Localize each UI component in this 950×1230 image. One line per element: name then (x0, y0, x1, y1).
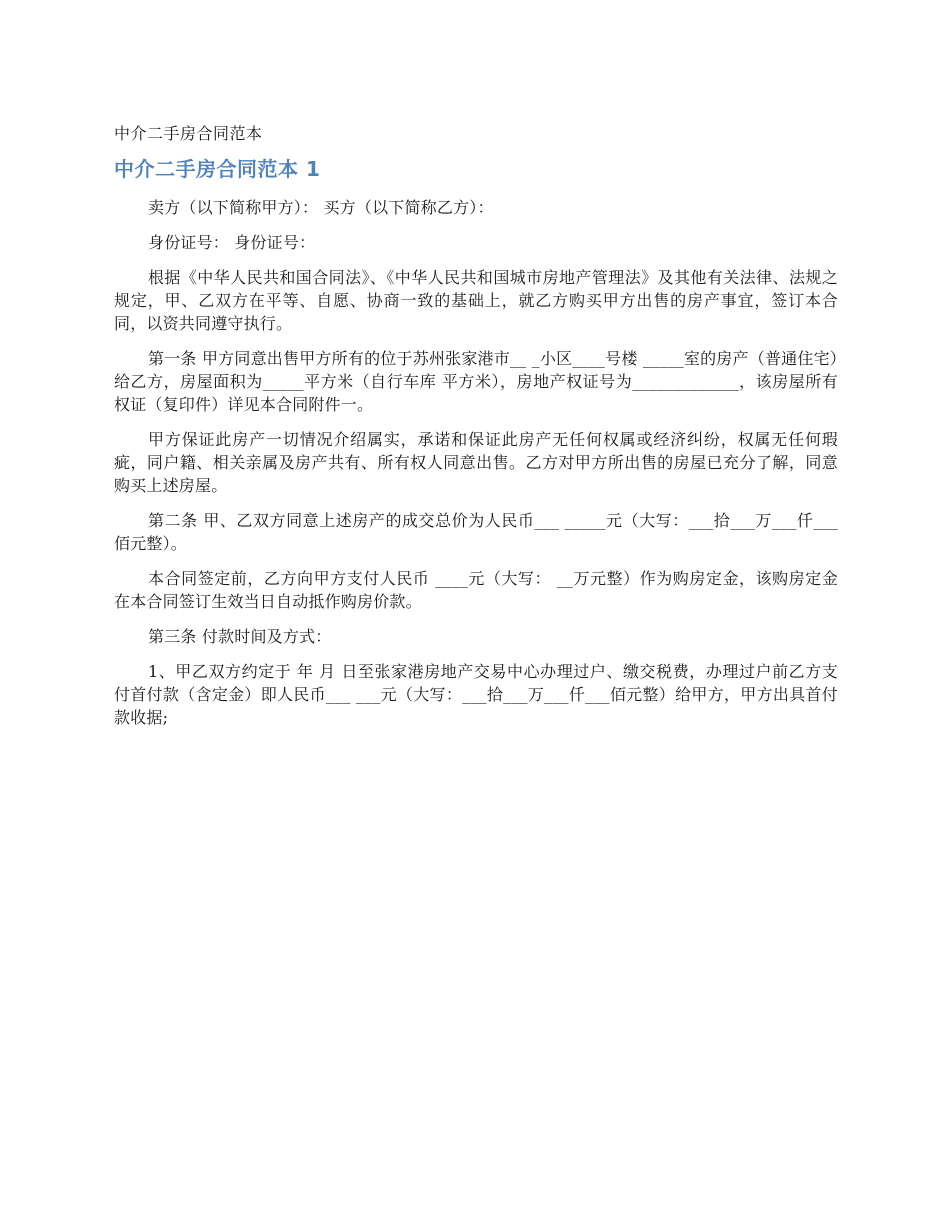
section-heading: 中介二手房合同范本 1 (114, 157, 321, 181)
paragraph-article-3: 第三条 付款时间及方式： (148, 627, 332, 646)
paragraph-deposit: 本合同签定前，乙方向甲方支付人民币 ____元（大写： __万元整）作为购房定金，该购房定金在本合同签订生效当日自动抵作购房价款。 (114, 569, 838, 611)
paragraph-legal-basis: 根据《中华人民共和国合同法》、《中华人民共和国城市房地产管理法》及其他有关法律、法规之规定，甲、乙双方在平等、自愿、协商一致的基础上，就乙方购买甲方出售的房产事宜，签订本合同，以资共同遵守执行。 (114, 268, 838, 333)
paragraph-article-1: 第一条 甲方同意出售甲方所有的位于苏州张家港市__ _小区____号楼 _____室的房产（普通住宅）给乙方，房屋面积为_____平方米（自行车库 平方米），房地产权证号为_____________，该房屋所有权证（复印件）详见本合同附件一。 (114, 349, 838, 414)
paragraph-seller-guarantee: 甲方保证此房产一切情况介绍属实，承诺和保证此房产无任何权属或经济纠纷，权属无任何瑕疵，同户籍、相关亲属及房产共有、所有权人同意出售。乙方对甲方所出售的房屋已充分了解，同意购买上述房屋。 (114, 430, 838, 495)
paragraph-id-numbers: 身份证号： 身份证号： (148, 233, 316, 252)
document-title: 中介二手房合同范本 (114, 124, 263, 143)
paragraph-payment-1: 1、甲乙双方约定于 年 月 日至张家港房地产交易中心办理过户、缴交税费，办理过户前乙方支付首付款（含定金）即人民币___ ___元（大写：___拾___万___仟___佰元整）给甲方，甲方出具首付款收据; (114, 662, 838, 727)
document-body (114, 122, 838, 741)
paragraph-parties: 卖方（以下简称甲方）： 买方（以下简称乙方）： (148, 198, 494, 217)
paragraph-article-2: 第二条 甲、乙双方同意上述房产的成交总价为人民币___ _____元（大写：___拾___万___仟___佰元整）。 (114, 511, 838, 553)
